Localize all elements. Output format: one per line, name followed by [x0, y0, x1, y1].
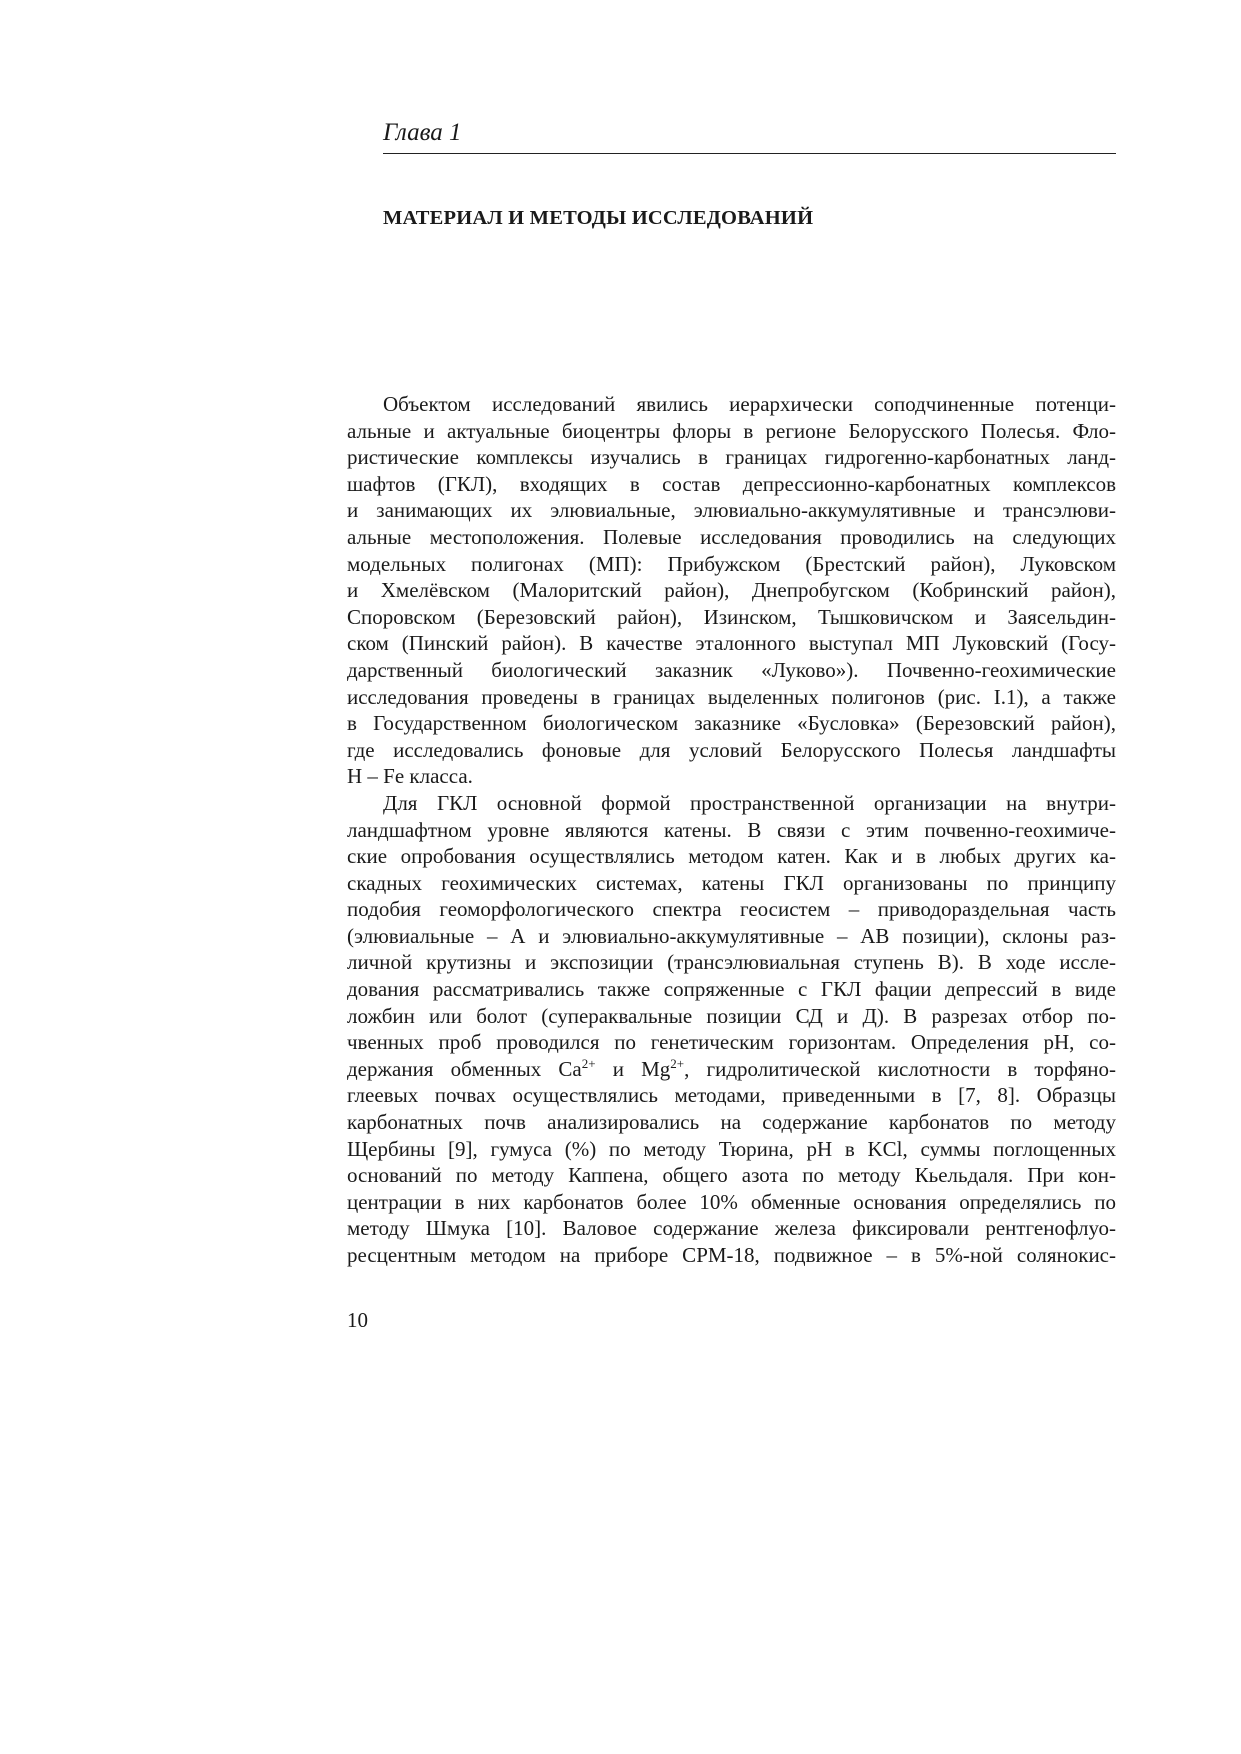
paragraph-2: [347, 790, 1116, 1269]
text-line: личной крутизны и экспозиции (трансэлювиальная ступень В). В ходе иссле-: [347, 950, 1116, 975]
page-number: 10: [347, 1308, 368, 1332]
text-line: подобия геоморфологического спектра геосистем – приводораздельная часть: [347, 897, 1116, 922]
text-fragment: держания обменных Ca: [347, 1056, 582, 1081]
text-line: ресцентным методом на приборе СРМ-18, подвижное – в 5%-ной солянокис-: [347, 1243, 1116, 1267]
text-line: чвенных проб проводился по генетическим горизонтам. Определения pH, со-: [347, 1030, 1116, 1055]
header-rule: [383, 153, 1116, 154]
text-line: и занимающих их элювиальные, элювиально-аккумулятивные и трансэлюви-: [347, 498, 1116, 523]
text-line: скадных геохимических системах, катены ГКЛ организованы по принципу: [347, 870, 1116, 895]
text-line: ложбин или болот (супераквальные позиции СД и Д). В разрезах отбор по-: [347, 1003, 1116, 1028]
text-line: альные и актуальные биоцентры флоры в регионе Белорусского Полесья. Фло-: [347, 418, 1116, 443]
text-fragment: и Mg: [595, 1056, 671, 1081]
superscript-charge: 2+: [670, 1055, 685, 1071]
text-line: ристические комплексы изучались в границах гидрогенно-карбонатных ланд-: [347, 445, 1116, 470]
text-line: в Государственном биологическом заказнике «Бусловка» (Березовский район),: [347, 711, 1116, 736]
text-line: и Хмелёвском (Малоритский район), Днепробугском (Кобринский район),: [347, 578, 1116, 603]
text-fragment: , гидролитической кислотности в торфяно-: [684, 1056, 1117, 1081]
text-line: где исследовались фоновые для условий Белорусского Полесья ландшафты: [347, 737, 1116, 762]
text-line: альные местоположения. Полевые исследования проводились на следующих: [347, 524, 1116, 549]
text-line: карбонатных почв анализировались на содержание карбонатов по методу: [347, 1110, 1116, 1135]
body-text: [347, 391, 1116, 1269]
text-line: модельных полигонах (МП): Прибужском (Брестский район), Луковском: [347, 551, 1116, 576]
text-line: центрации в них карбонатов более 10% обменные основания определялись по: [347, 1189, 1116, 1214]
text-line: оснований по методу Каппена, общего азота по методу Кьельдаля. При кон-: [347, 1163, 1116, 1188]
text-line-with-superscripts: [347, 1056, 1116, 1083]
text-line: методу Шмука [10]. Валовое содержание железа фиксировали рентгенофлуо-: [347, 1216, 1116, 1241]
chapter-title: МАТЕРИАЛ И МЕТОДЫ ИССЛЕДОВАНИЙ: [383, 207, 814, 229]
text-line: (элювиальные – А и элювиально-аккумулятивные – АВ позиции), склоны раз-: [347, 923, 1116, 948]
text-line: глеевых почвах осуществлялись методами, приведенными в [7, 8]. Образцы: [347, 1083, 1116, 1108]
text-line: Для ГКЛ основной формой пространственной организации на внутри-: [383, 790, 1116, 815]
text-line: шафтов (ГКЛ), входящих в состав депрессионно-карбонатных комплексов: [347, 471, 1116, 496]
text-line: ские опробования осуществлялись методом катен. Как и в любых других ка-: [347, 844, 1116, 869]
text-line: ском (Пинский район). В качестве эталонного выступал МП Луковский (Госу-: [347, 631, 1116, 656]
text-line: Щербины [9], гумуса (%) по методу Тюрина, pH в KCl, суммы поглощенных: [347, 1136, 1116, 1161]
text-line: дования рассматривались также сопряженные с ГКЛ фации депрессий в виде: [347, 977, 1116, 1002]
text-line: Споровском (Березовский район), Изинском, Тышковичском и Заясельдин-: [347, 604, 1116, 629]
running-head: Глава 1: [383, 119, 462, 146]
text-line: Объектом исследований явились иерархически соподчиненные потенци-: [383, 392, 1116, 416]
superscript-charge: 2+: [581, 1055, 596, 1071]
text-line: исследования проведены в границах выделенных полигонов (рис. I.1), а также: [347, 684, 1116, 709]
text-line: ландшафтном уровне являются катены. В связи с этим почвенно-геохимиче-: [347, 817, 1116, 842]
text-line: H – Fe класса.: [347, 764, 473, 789]
paragraph-1: [347, 391, 1116, 790]
text-line: дарственный биологический заказник «Луково»). Почвенно-геохимические: [347, 657, 1116, 682]
